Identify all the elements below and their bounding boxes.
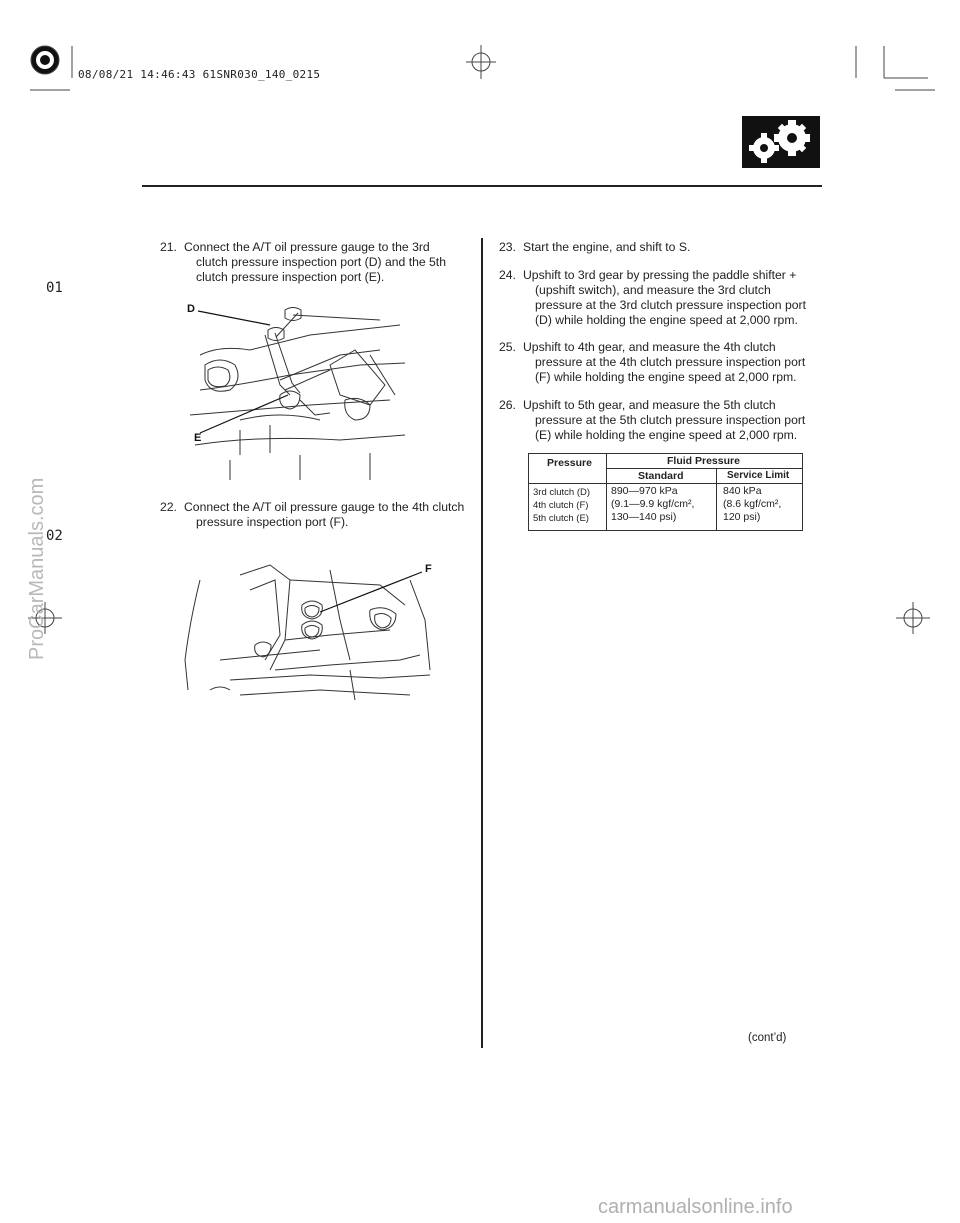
step-line: pressure at the 5th clutch pressure inspection port <box>535 413 806 427</box>
step-24 <box>499 268 819 330</box>
standard-line: (9.1—9.9 kgf/cm², <box>611 498 695 510</box>
step-text <box>523 240 690 255</box>
step-line: pressure inspection port (F). <box>196 515 349 529</box>
watermark-procarmanuals: ProCarManuals.com <box>26 477 48 660</box>
gear-section-logo <box>742 116 820 168</box>
step-text <box>184 500 464 530</box>
header-fluid-pressure: Fluid Pressure <box>667 455 740 467</box>
watermark-carmanualsonline: carmanualsonline.info <box>598 1196 793 1218</box>
step-line: Upshift to 3rd gear by pressing the paddle shifter + <box>523 268 797 282</box>
pressure-table <box>528 453 803 531</box>
step-number: 23. <box>499 240 516 254</box>
limit-line: 840 kPa <box>723 485 762 497</box>
header-service-limit: Service Limit <box>727 470 790 481</box>
step-number: 24. <box>499 268 516 282</box>
step-line: (E) while holding the engine speed at 2,000 rpm. <box>535 428 798 442</box>
step-number: 22. <box>160 500 177 514</box>
standard-line: 890—970 kPa <box>611 485 678 497</box>
limit-line: (8.6 kgf/cm², <box>723 498 782 510</box>
step-line: Start the engine, and shift to S. <box>523 240 691 254</box>
step-line: Connect the A/T oil pressure gauge to the 4th clutch <box>184 500 465 514</box>
step-text <box>184 240 446 285</box>
print-stamp: 08/08/21 14:46:43 61SNR030_140_0215 <box>78 68 321 81</box>
standard-line: 130—140 psi) <box>611 511 677 523</box>
step-line: pressure at the 4th clutch pressure inspection port <box>535 355 806 369</box>
step-line: Upshift to 4th gear, and measure the 4th clutch <box>523 340 776 354</box>
margin-number-2: 02 <box>46 528 63 544</box>
step-23 <box>499 240 819 258</box>
step-text <box>523 398 805 443</box>
step-25 <box>499 340 819 388</box>
label-port-d: D <box>187 303 195 315</box>
header-standard: Standard <box>638 470 684 482</box>
header-rule <box>142 185 822 187</box>
gears-icon <box>742 116 820 168</box>
step-line: (D) while holding the engine speed at 2,000 rpm. <box>535 313 798 327</box>
margin-number-1: 01 <box>46 280 63 296</box>
figure-port-d-e <box>180 295 410 480</box>
step-line: (F) while holding the engine speed at 2,000 rpm. <box>535 370 797 384</box>
step-number: 26. <box>499 398 516 412</box>
step-26 <box>499 398 819 446</box>
step-line: clutch pressure inspection port (D) and the 5th <box>196 255 446 269</box>
step-21 <box>160 240 470 290</box>
step-text <box>523 268 806 328</box>
standard-value <box>611 485 694 524</box>
step-number: 25. <box>499 340 516 354</box>
step-line: (upshift switch), and measure the 3rd clutch <box>535 283 771 297</box>
header-pressure: Pressure <box>547 457 592 469</box>
step-line: pressure at the 3rd clutch pressure inspection port <box>535 298 806 312</box>
row-labels <box>533 486 590 525</box>
step-text <box>523 340 805 385</box>
step-line: Connect the A/T oil pressure gauge to the 3rd <box>184 240 430 254</box>
step-number: 21. <box>160 240 177 254</box>
row-3rd-clutch: 3rd clutch (D) <box>533 487 591 498</box>
service-limit-value <box>723 485 781 524</box>
step-22 <box>160 500 480 534</box>
continued-note: (cont’d) <box>748 1032 787 1044</box>
figure-port-f <box>180 560 440 705</box>
label-port-f: F <box>425 563 432 575</box>
column-divider <box>481 238 483 1048</box>
label-port-e: E <box>194 432 202 444</box>
step-line: clutch pressure inspection port (E). <box>196 270 385 284</box>
step-line: Upshift to 5th gear, and measure the 5th clutch <box>523 398 776 412</box>
limit-line: 120 psi) <box>723 511 761 523</box>
row-5th-clutch: 5th clutch (E) <box>533 513 589 524</box>
row-4th-clutch: 4th clutch (F) <box>533 500 589 511</box>
